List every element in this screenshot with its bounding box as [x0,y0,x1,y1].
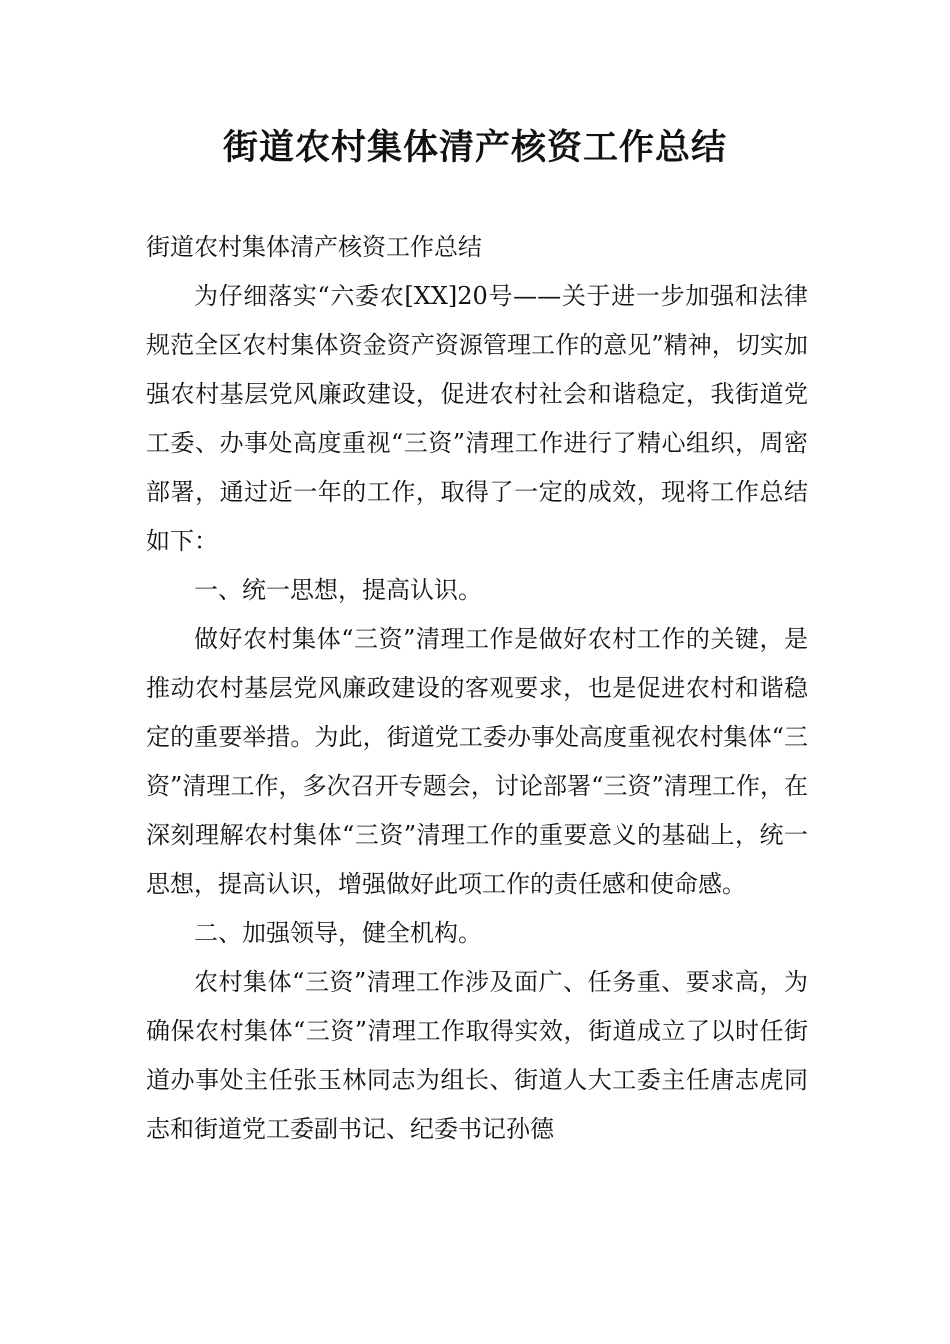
document-subtitle: 街道农村集体清产核资工作总结 [146,233,482,261]
document-title: 街道农村集体清产核资工作总结 [222,128,727,168]
section-heading-1: 一、统一思想，提高认识。 [194,576,482,604]
paragraph-section-2: 农村集体“三资”清理工作涉及面广、任务重、要求高，为确保农村集体“三资”清理工作取得实效，街道成立了以时任街道办事处主任张玉林同志为组长、街道人大工委主任唐志虎同志和街道党工委副书记、纪委书记孙德 [146,968,808,1143]
paragraph-section-1: 做好农村集体“三资”清理工作是做好农村工作的关键，是推动农村基层党风廉政建设的客观要求，也是促进农村和谐稳定的重要举措。为此，街道党工委办事处高度重视农村集体“三资”清理工作，多次召开专题会，讨论部署“三资”清理工作，在深刻理解农村集体“三资”清理工作的重要意义的基础上，统一思想，提高认识，增强做好此项工作的责任感和使命感。 [146,625,808,898]
document-body [146,223,808,1154]
section-heading-2: 二、加强领导，健全机构。 [194,919,482,947]
paragraph-intro: 为仔细落实“六委农[XX]20号——关于进一步加强和法律规范全区农村集体资金资产资源管理工作的意见”精神，切实加强农村基层党风廉政建设，促进农村社会和谐稳定，我街道党工委、办事处高度重视“三资”清理工作进行了精心组织，周密部署，通过近一年的工作，取得了一定的成效，现将工作总结如下： [146,282,808,555]
